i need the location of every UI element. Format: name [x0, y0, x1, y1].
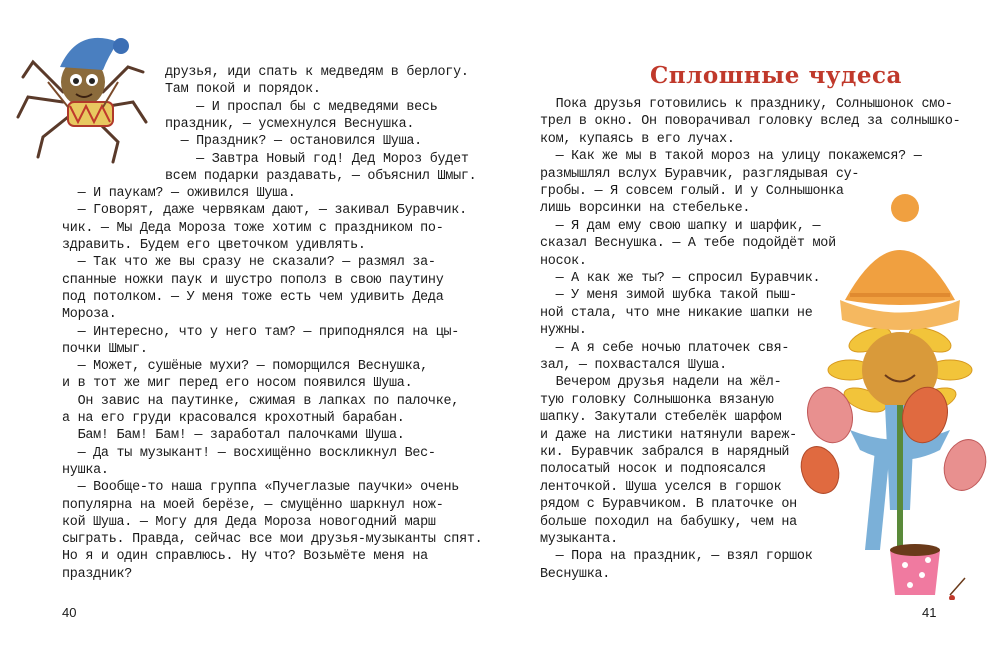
text-line: — А я себе ночью платочек свя- [540, 340, 790, 356]
text-line: — Завтра Новый год! Дед Мороз будет [165, 151, 469, 167]
text-line: всем подарки раздавать, — объяснил Шмыг. [165, 168, 477, 184]
text-line: — Говорят, даже червякам дают, — закивал Буравчик. [62, 203, 467, 219]
right-page [500, 0, 1000, 650]
text-line: — Вообще-то наша группа «Пучеглазые паучки» очень [62, 480, 460, 496]
chapter-title: Сплошные чудеса [650, 62, 902, 89]
text-line: — И паукам? — оживился Шуша. [62, 186, 296, 202]
text-line: кой Шуша. — Могу для Деда Мороза новогодний марш [62, 514, 436, 530]
text-line: гробы. — Я совсем голый. И у Солнышонка [540, 184, 844, 199]
text-line: друзья, иди спать к медведям в берлогу. [165, 65, 469, 80]
text-line: а на его груди красовался крохотный барабан. [62, 411, 405, 426]
text-line: Но я и один справлюсь. Ну что? Возьмёте меня на [62, 549, 428, 565]
text-line: ленточкой. Шуша уселся в горшок [540, 479, 782, 495]
text-line: — Я дам ему свою шапку и шарфик, — [540, 218, 821, 234]
text-line: лишь ворсинки на стебельке. [540, 201, 751, 217]
text-line: — Пора на праздник, — взял горшок [540, 549, 813, 565]
text-line: — А как же ты? — спросил Буравчик. [540, 271, 821, 286]
text-line: под потолком. — У меня тоже есть чем удивить Деда [62, 289, 444, 305]
text-line: Мороза. [62, 307, 117, 323]
text-line: — Интересно, что у него там? — приподнялся на цы- [62, 324, 460, 340]
text-line: праздник? [62, 566, 133, 582]
text-line: нужны. [540, 323, 587, 339]
text-line: носок. [540, 253, 587, 269]
text-line: размышлял вслух Буравчик, разглядывая су- [540, 166, 860, 182]
text-line: Бам! Бам! Бам! — заработал палочками Шуша. [62, 428, 405, 444]
text-line: спанные ножки паук и шустро пополз в свою паутину [62, 272, 444, 288]
text-line: и даже на листики натянули вареж- [540, 427, 797, 443]
text-line: рядом с Буравчиком. В платочке он [540, 497, 797, 513]
text-line: больше походил на бабушку, чем на [540, 514, 797, 530]
text-line: Вечером друзья надели на жёл- [540, 375, 782, 391]
spider-drummer-illustration [8, 22, 158, 167]
text-line: Он завис на паутинке, сжимая в лапках по палочке, [62, 393, 460, 409]
text-line: сказал Веснушка. — А тебе подойдёт мой [540, 236, 836, 252]
text-line: Веснушка. [540, 566, 611, 582]
page-number-left: 40 [62, 605, 77, 620]
text-line: Там покой и порядок. [165, 82, 321, 98]
text-line: нушка. [62, 462, 109, 478]
text-line: ки. Буравчик забрался в нарядный [540, 445, 790, 460]
text-line: шапку. Закутали стебелёк шарфом [540, 410, 782, 426]
text-line: полосатый носок и подпоясался [540, 462, 766, 478]
text-line: Пока друзья готовились к празднику, Солнышонок смо- [540, 97, 953, 112]
text-line: и в тот же миг перед его носом появился Шуша. [62, 376, 413, 392]
text-line: музыканта. [540, 532, 618, 547]
text-line: — Да ты музыкант! — восхищённо воскликнул Вес- [62, 445, 436, 461]
text-line: трел в окно. Он поворачивал головку вслед за солнышко- [540, 114, 961, 130]
text-line: — У меня зимой шубка такой пыш- [540, 288, 797, 304]
text-line: — Может, сушёные мухи? — поморщился Веснушка, [62, 359, 428, 375]
text-line: сыграть. Правда, сейчас все мои друзья-музыканты спят. [62, 532, 483, 548]
text-line: популярна на моей берёзе, — смущённо шаркнул нож- [62, 497, 444, 513]
text-line: — Праздник? — остановился Шуша. [165, 134, 422, 150]
text-line: — Как же мы в такой мороз на улицу покажемся? — [540, 149, 922, 165]
text-line: почки Шмыг. [62, 341, 148, 357]
text-line: — И проспал бы с медведями весь [165, 99, 438, 115]
text-line: здравить. Будем его цветочком удивлять. [62, 238, 366, 253]
text-line: тую головку Солнышонка вязаную [540, 392, 774, 408]
text-line: ной стала, что мне никакие шапки не [540, 305, 813, 321]
text-line: чик. — Мы Деда Мороза тоже хотим с праздником по- [62, 220, 444, 236]
text-line: праздник, — усмехнулся Веснушка. [165, 116, 415, 132]
page-number-right: 41 [922, 605, 937, 620]
text-line: зал, — похвастался Шуша. [540, 358, 727, 373]
text-line: — Так что же вы сразу не сказали? — размял за- [62, 255, 436, 271]
text-line: ком, купаясь в его лучах. [540, 131, 735, 147]
